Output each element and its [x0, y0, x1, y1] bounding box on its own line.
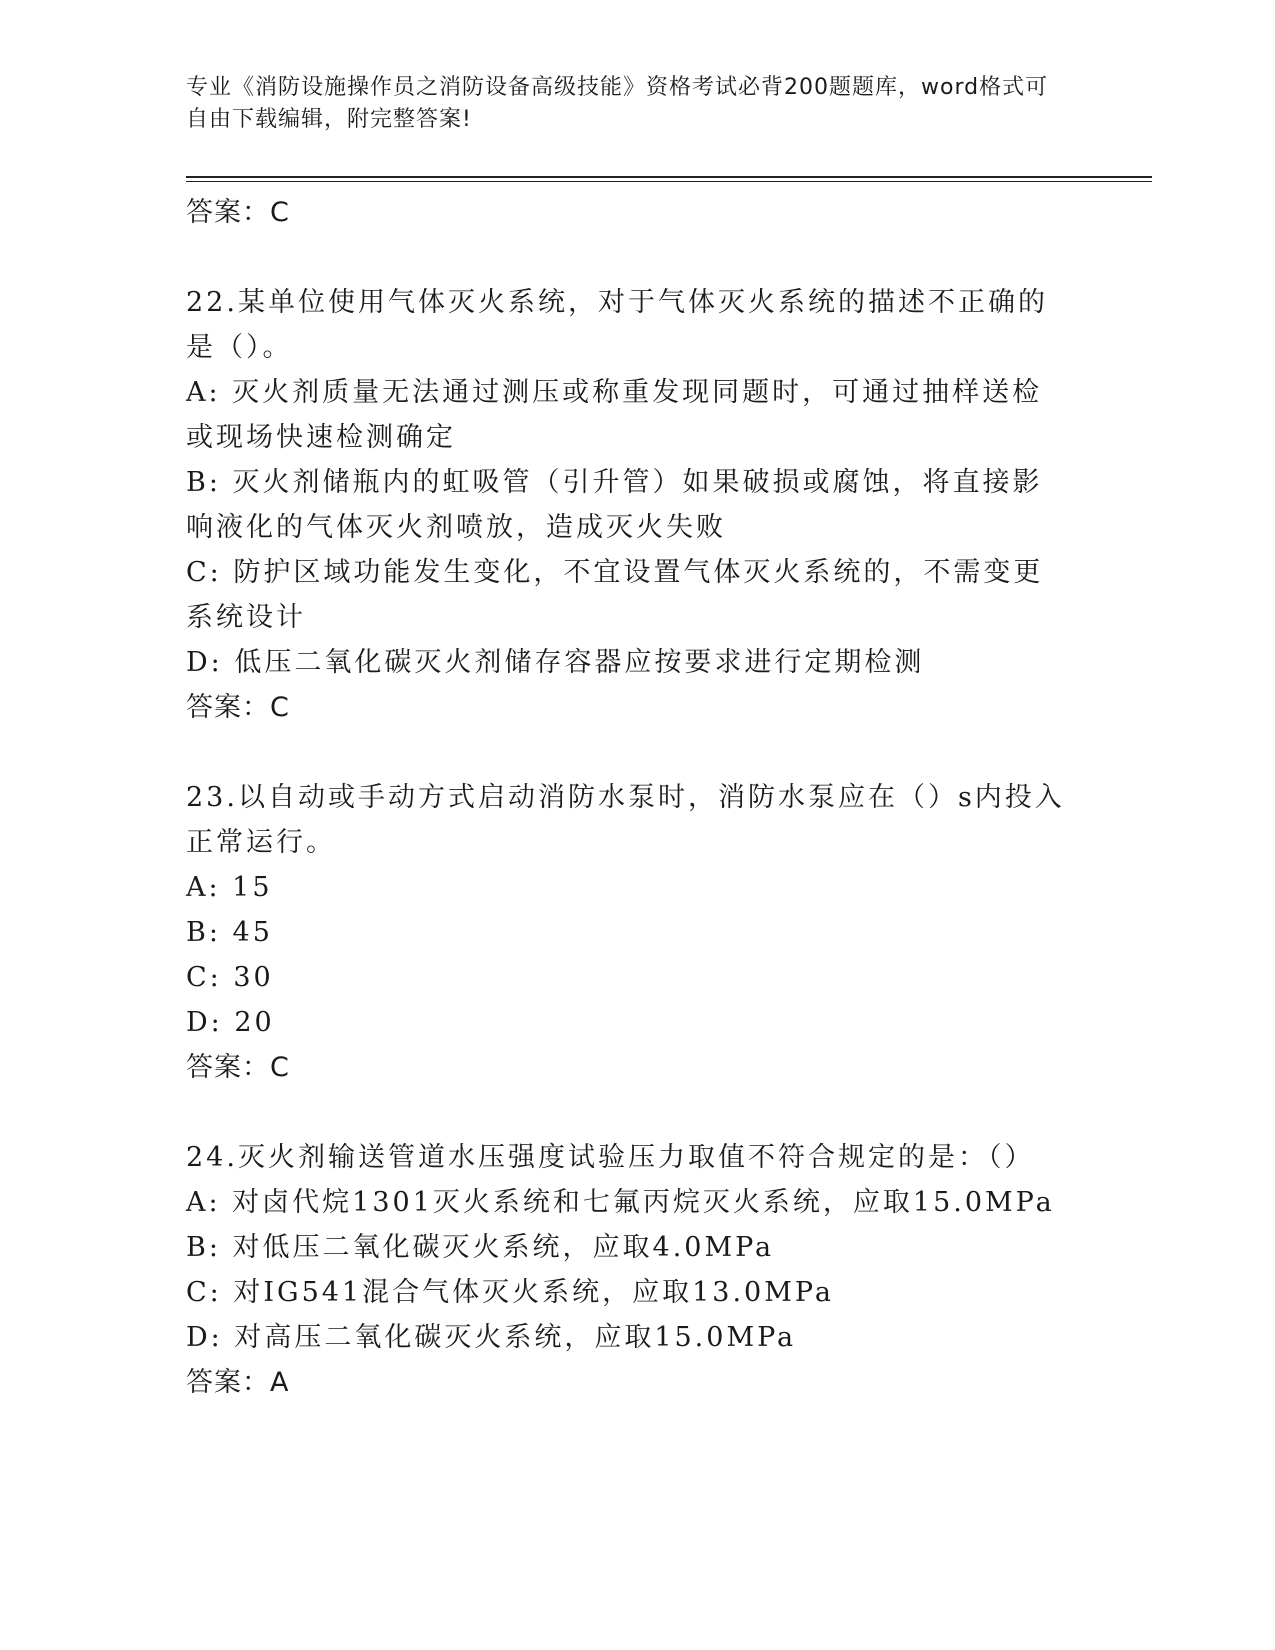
- question-stem: 24.灭火剂输送管道水压强度试验压力取值不符合规定的是：（）: [186, 1142, 1035, 1173]
- question-24: [186, 1135, 1066, 1405]
- option-c: C: 30: [186, 962, 274, 993]
- option-a: A: 灭火剂质量无法通过测压或称重发现同题时，可通过抽样送检或现场快速检测确定: [186, 377, 1043, 453]
- option-b: B: 对低压二氧化碳灭火系统，应取4.0MPa: [186, 1232, 775, 1263]
- option-b: B: 45: [186, 917, 273, 948]
- question-stem: 23.以自动或手动方式启动消防水泵时，消防水泵应在（）s内投入正常运行。: [186, 782, 1065, 858]
- answer: 答案：C: [186, 1052, 290, 1083]
- page-header: 专业《消防设施操作员之消防设备高级技能》资格考试必背200题题库，word格式可自由下载编辑，附完整答案!: [186, 75, 1049, 132]
- question-22: [186, 280, 1066, 730]
- option-c: C: 防护区域功能发生变化，不宜设置气体灭火系统的，不需变更系统设计: [186, 557, 1044, 633]
- header-rule-thin: [186, 181, 1152, 182]
- previous-answer: 答案：C: [186, 197, 290, 228]
- question-list: [186, 190, 1066, 1405]
- header-rule-thick: [186, 176, 1152, 178]
- option-d: D: 对高压二氧化碳灭火系统，应取15.0MPa: [186, 1322, 797, 1353]
- question-stem: 22.某单位使用气体灭火系统，对于气体灭火系统的描述不正确的是（）。: [186, 287, 1048, 363]
- option-a: A: 15: [186, 872, 273, 903]
- option-b: B: 灭火剂储瓶内的虹吸管（引升管）如果破损或腐蚀，将直接影响液化的气体灭火剂喷放，造成灭火失败: [186, 467, 1043, 543]
- option-d: D: 低压二氧化碳灭火剂储存容器应按要求进行定期检测: [186, 647, 925, 678]
- answer: 答案：A: [186, 1367, 290, 1398]
- question-23: [186, 775, 1066, 1090]
- option-c: C: 对IG541混合气体灭火系统，应取13.0MPa: [186, 1277, 834, 1308]
- option-d: D: 20: [186, 1007, 275, 1038]
- answer: 答案：C: [186, 692, 290, 723]
- option-a: A: 对卤代烷1301灭火系统和七氟丙烷灭火系统，应取15.0MPa: [186, 1187, 1055, 1218]
